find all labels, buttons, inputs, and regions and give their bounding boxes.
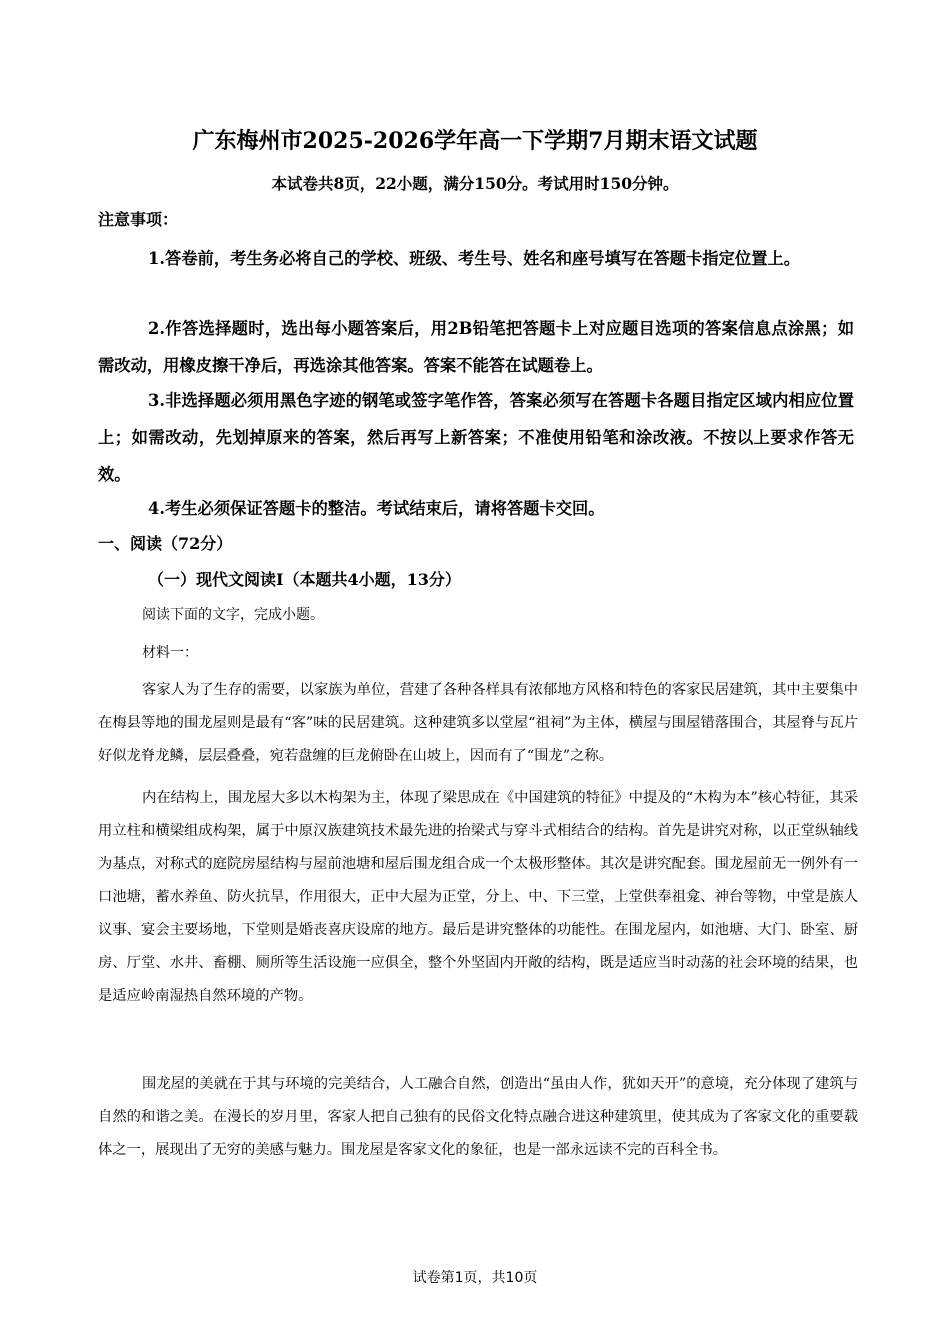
section-subheading: （一）现代文阅读I（本题共4小题，13分） [148,570,461,589]
exam-subtitle: 本试卷共8页，22小题，满分150分。考试用时150分钟。 [271,174,679,193]
section-heading: 一、阅读（72分） [98,534,233,553]
passage-paragraph-1: 客家人为了生存的需要，以家族为单位，营建了各种各样具有浓郁地方风格和特色的客家民居建筑，其中主要集中在梅县等地的围龙屋则是最有“客”味的民居建筑。这种建筑多以堂屋“祖祠”为主体，横屋与围屋错落围合，其屋脊与瓦片好似龙脊龙鳞，层层叠叠，宛若盘缠的巨龙俯卧在山坡上，因而有了“围龙”之称。 [98,682,858,764]
page-footer: 试卷第1页，共10页 [412,1270,538,1286]
passage-paragraph-3: 围龙屋的美就在于其与环境的完美结合，人工融合自然，创造出“虽由人作，犹如天开”的意境，充分体现了建筑与自然的和谐之美。在漫长的岁月里，客家人把自己独有的民俗文化特点融合进这种建筑里，使其成为了客家文化的重要载体之一，展现出了无穷的美感与魅力。围龙屋是客家文化的象征，也是一部永远读不完的百科全书。 [98,1076,858,1158]
passage-paragraph-2: 内在结构上，围龙屋大多以木构架为主，体现了梁思成在《中国建筑的特征》中提及的“木构为本”核心特征，其采用立柱和横梁组成构架，属于中原汉族建筑技术最先进的抬梁式与穿斗式相结合的结构。首先是讲究对称，以正堂纵轴线为基点，对称式的庭院房屋结构与屋前池塘和屋后围龙组合成一个太极形整体。其次是讲究配套。围龙屋前无一例外有一口池塘，蓄水养鱼、防火抗旱，作用很大，正中大屋为正堂，分上、中、下三堂，上堂供奉祖龛、神台等物，中堂是族人议事、宴会主要场地，下堂则是婚丧喜庆设席的地方。最后是讲究整体的功能性。在围龙屋内，如池塘、大门、卧室、厨房、厅堂、水井、畜棚、厕所等生活设施一应俱全，整个外坚固内开敞的结构，既是适应当时动荡的社会环境的结果，也是适应岭南湿热自然环境的产物。 [98,790,858,1004]
reading-instruction: 阅读下面的文字，完成小题。 [142,607,324,623]
notice-item-2: 2.作答选择题时，选出每小题答案后，用2B铅笔把答题卡上对应题目选项的答案信息点涂黑；如需改动，用橡皮擦干净后，再选涂其他答案。答案不能答在试题卷上。 [98,319,854,375]
notice-item-3: 3.非选择题必须用黑色字迹的钢笔或签字笔作答，答案必须写在答题卡各题目指定区域内相应位置上；如需改动，先划掉原来的答案，然后再写上新答案；不准使用铅笔和涂改液。不按以上要求作答无效。 [98,391,854,484]
material-label: 材料一： [142,645,198,661]
notice-item-4: 4.考生必须保证答题卡的整洁。考试结束后，请将答题卡交回。 [148,499,605,518]
notice-heading: 注意事项： [98,210,179,229]
exam-title: 广东梅州市2025-2026学年高一下学期7月期末语文试题 [192,128,758,154]
notice-item-1: 1.答卷前，考生务必将自己的学校、班级、考生号、姓名和座号填写在答题卡指定位置上。 [148,249,800,268]
